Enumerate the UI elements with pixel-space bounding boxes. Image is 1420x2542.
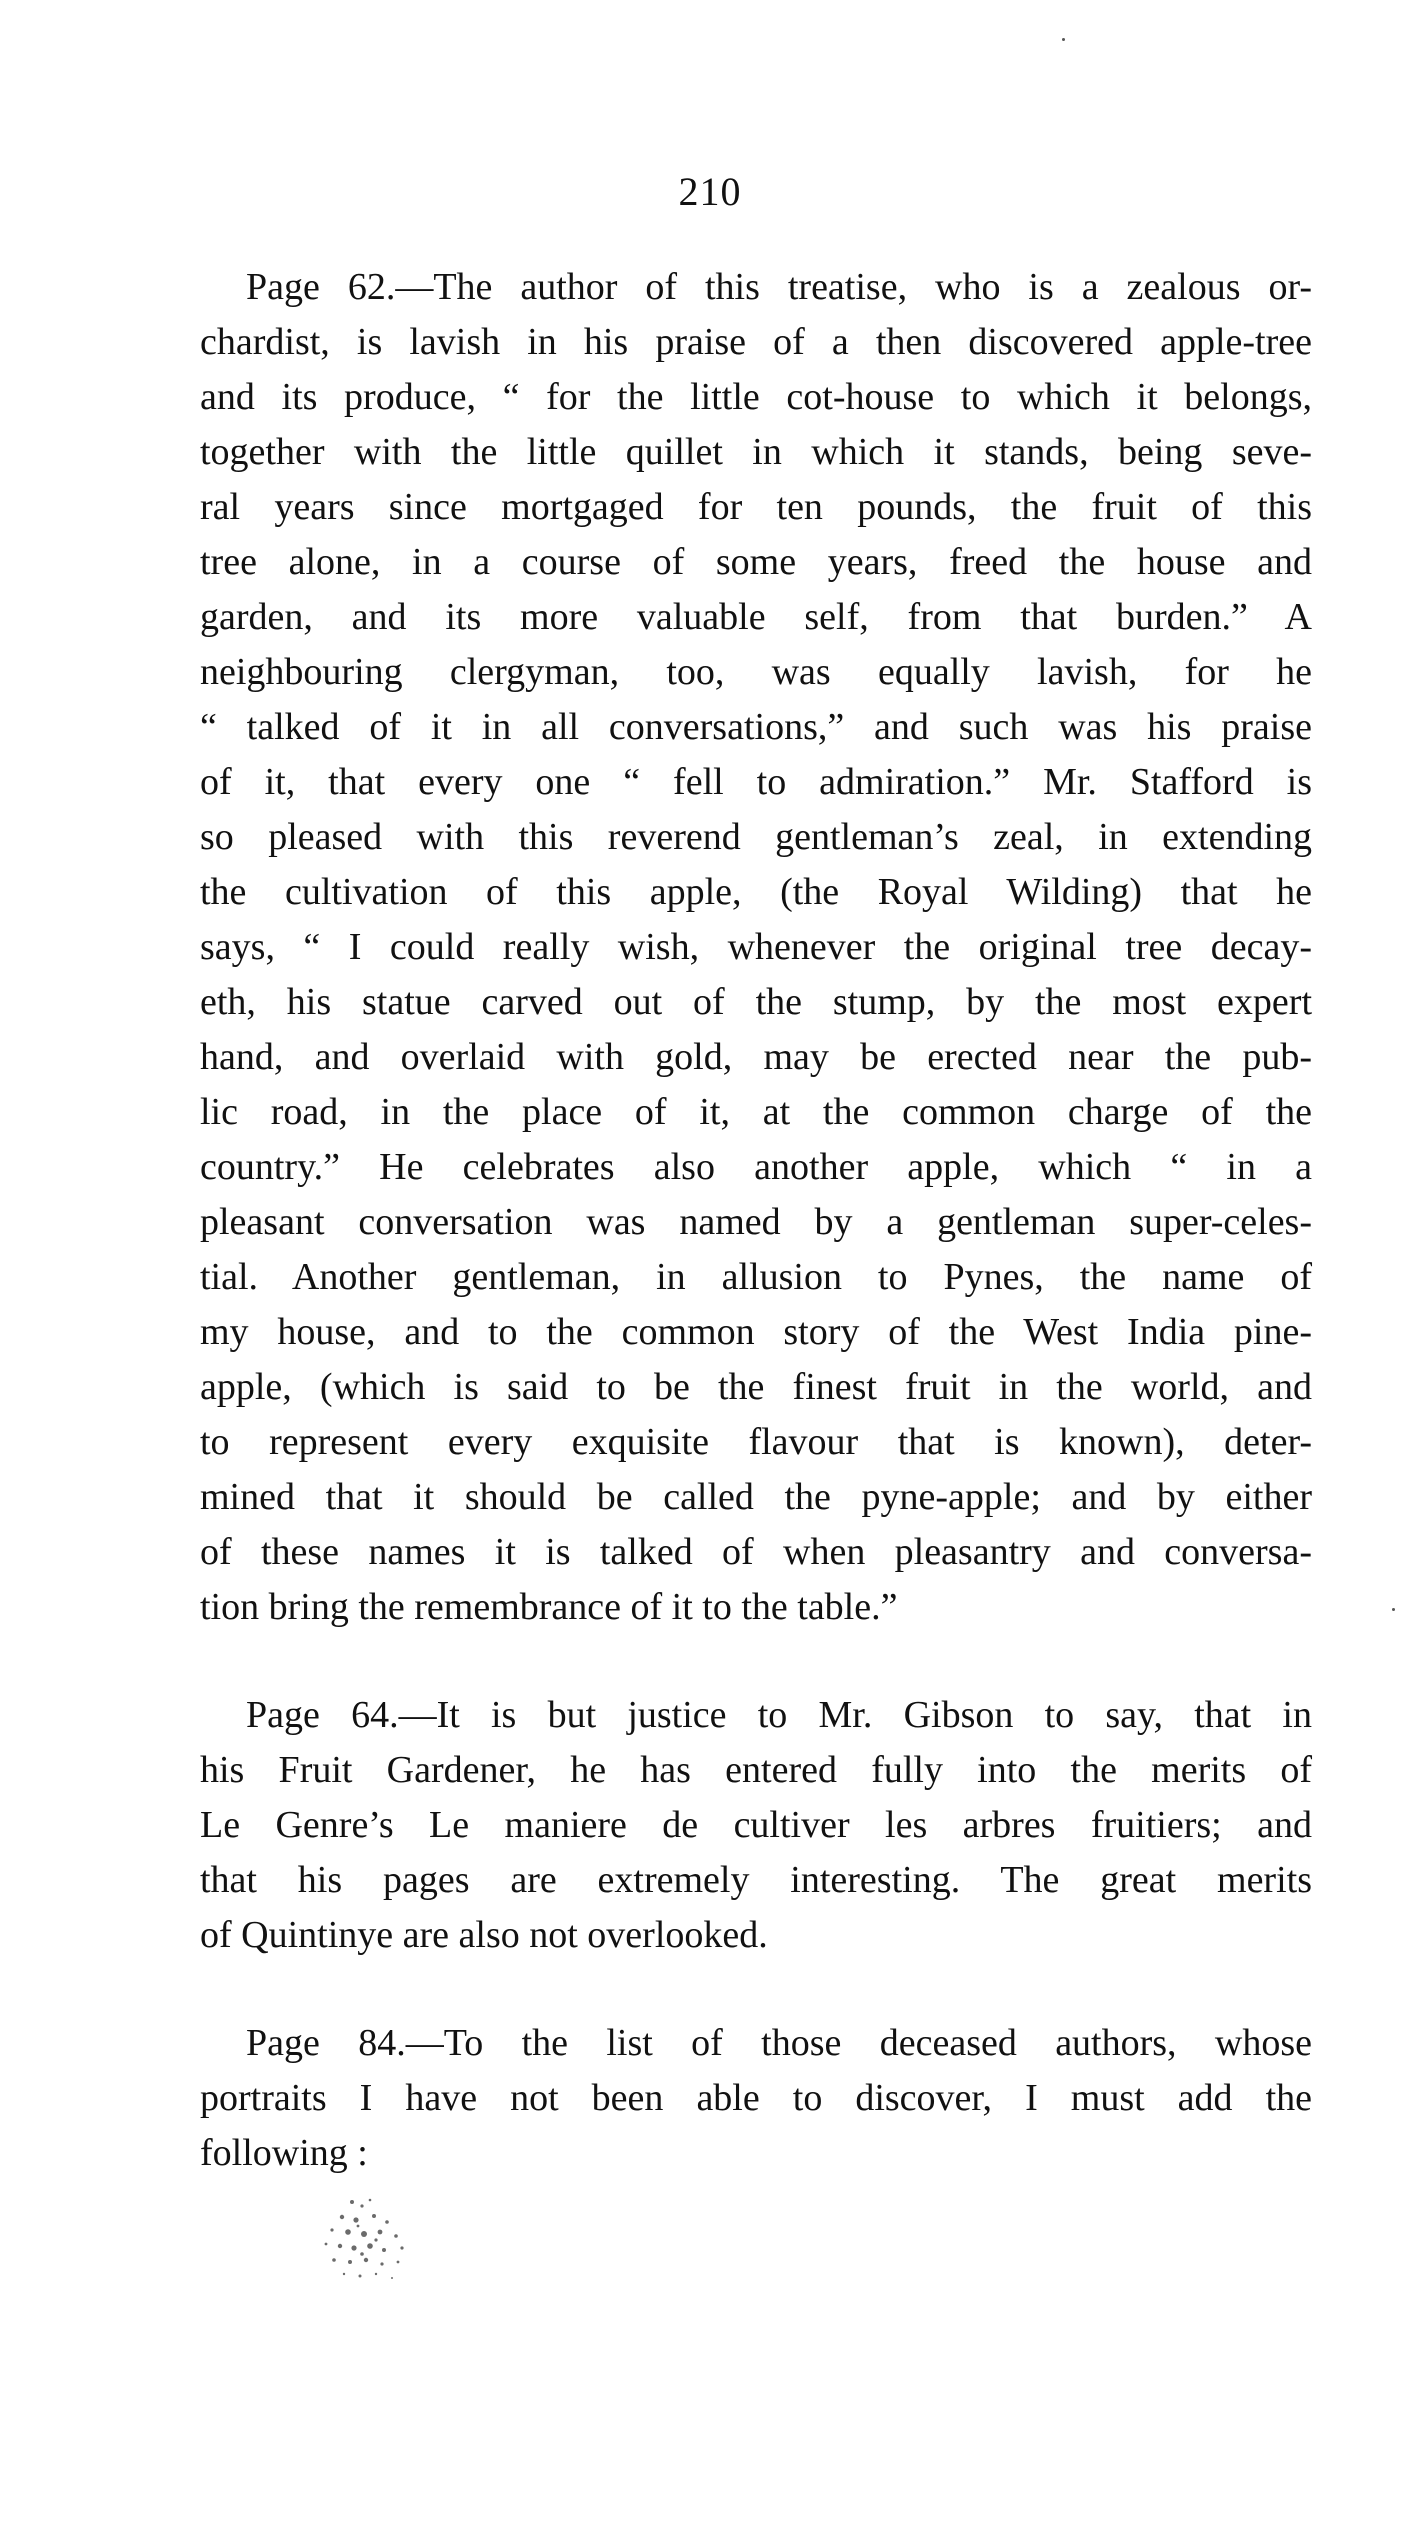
text-line: hand, and overlaid with gold, may be erected near the pub- xyxy=(200,1036,1312,1078)
speck xyxy=(1392,1608,1395,1611)
text-line: the cultivation of this apple, (the Royal Wilding) that he xyxy=(200,871,1312,913)
text-line: tial. Another gentleman, in allusion to Pynes, the name of xyxy=(200,1256,1312,1298)
text-line: eth, his statue carved out of the stump, by the most expert xyxy=(200,981,1312,1023)
text-line: “ talked of it in all conversations,” and such was his praise xyxy=(200,706,1312,748)
text-line: his Fruit Gardener, he has entered fully into the merits of xyxy=(200,1749,1312,1791)
paragraph-page-84-note xyxy=(200,2016,1312,2181)
paragraph-page-62-note xyxy=(200,260,1312,1635)
text-line: garden, and its more valuable self, from that burden.” A xyxy=(200,596,1312,638)
text-line: portraits I have not been able to discover, I must add the xyxy=(200,2077,1312,2119)
text-line: of it, that every one “ fell to admiration.” Mr. Stafford is xyxy=(200,761,1312,803)
text-line: apple, (which is said to be the finest fruit in the world, and xyxy=(200,1366,1312,1408)
text-line: pleasant conversation was named by a gentleman super-celes- xyxy=(200,1201,1312,1243)
text-line: of these names it is talked of when pleasantry and conversa- xyxy=(200,1531,1312,1573)
text-line: following : xyxy=(200,2132,368,2174)
text-line: neighbouring clergyman, too, was equally lavish, for he xyxy=(200,651,1312,693)
text-line: to represent every exquisite flavour that is known), deter- xyxy=(200,1421,1312,1463)
text-line: mined that it should be called the pyne-apple; and by either xyxy=(200,1476,1312,1518)
text-line: ral years since mortgaged for ten pounds, the fruit of this xyxy=(200,486,1312,528)
ink-smudge xyxy=(292,2182,452,2292)
text-line: that his pages are extremely interesting. The great merits xyxy=(200,1859,1312,1901)
text-line: Page 84.—To the list of those deceased authors, whose xyxy=(246,2022,1312,2064)
paragraph-page-64-note xyxy=(200,1688,1312,1963)
text-line: of Quintinye are also not overlooked. xyxy=(200,1914,768,1956)
text-line: says, “ I could really wish, whenever the original tree decay- xyxy=(200,926,1312,968)
text-line: Le Genre’s Le maniere de cultiver les arbres fruitiers; and xyxy=(200,1804,1312,1846)
text-line: my house, and to the common story of the West India pine- xyxy=(200,1311,1312,1353)
text-line: so pleased with this reverend gentleman’s zeal, in extending xyxy=(200,816,1312,858)
text-line: Page 64.—It is but justice to Mr. Gibson to say, that in xyxy=(246,1694,1312,1736)
speck xyxy=(1062,38,1065,41)
text-line: lic road, in the place of it, at the common charge of the xyxy=(200,1091,1312,1133)
text-line: Page 62.—The author of this treatise, who is a zealous or- xyxy=(246,266,1312,308)
text-line: country.” He celebrates also another apple, which “ in a xyxy=(200,1146,1312,1188)
page-number: 210 xyxy=(678,169,742,214)
text-line: tion bring the remembrance of it to the table.” xyxy=(200,1586,898,1628)
text-line: together with the little quillet in which it stands, being seve- xyxy=(200,431,1312,473)
text-line: and its produce, “ for the little cot-house to which it belongs, xyxy=(200,376,1312,418)
text-line: tree alone, in a course of some years, freed the house and xyxy=(200,541,1312,583)
text-line: chardist, is lavish in his praise of a then discovered apple-tree xyxy=(200,321,1312,363)
